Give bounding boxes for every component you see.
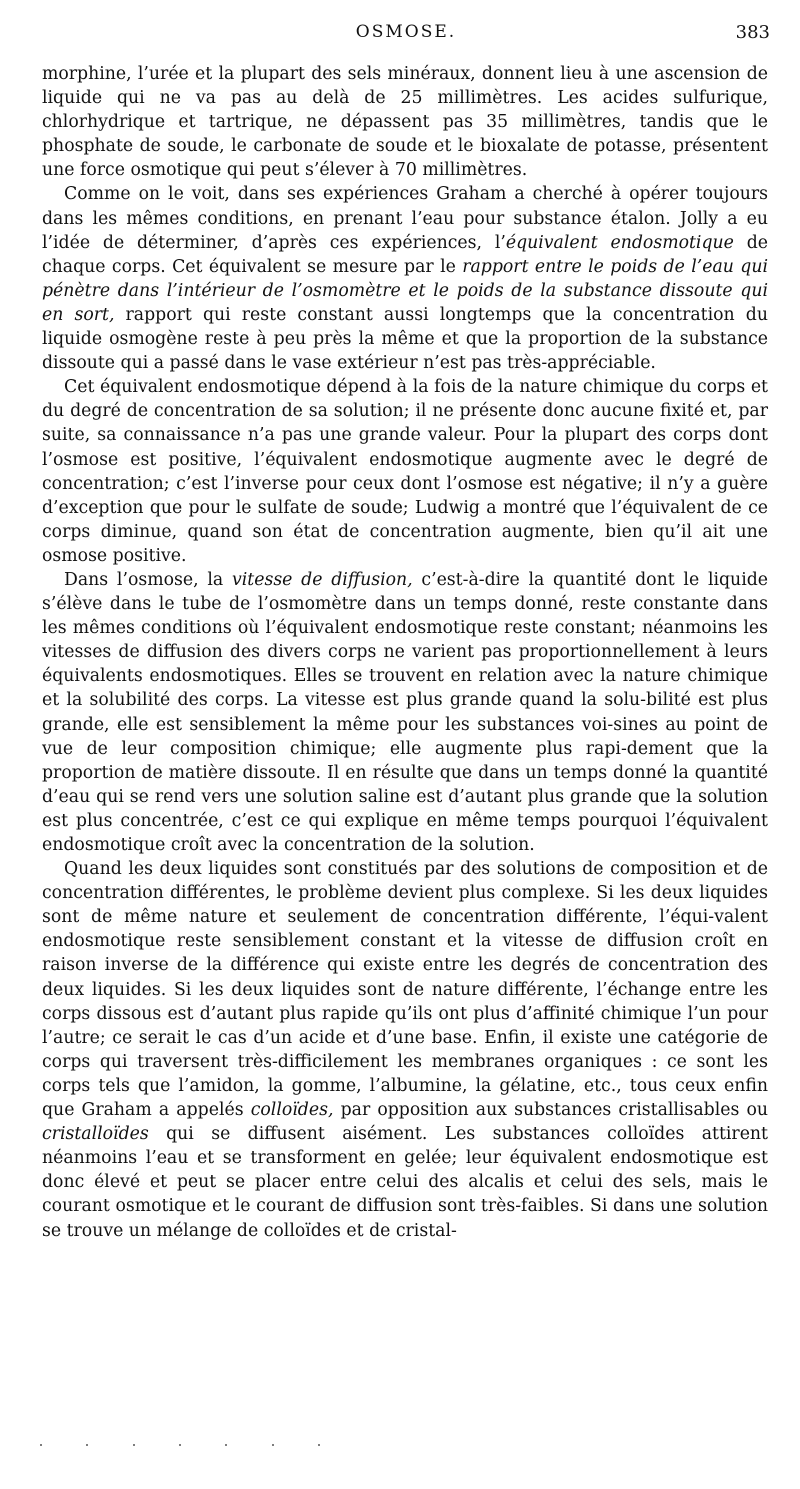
italic-text: cristalloïdes [42, 1124, 149, 1145]
running-head [42, 22, 770, 50]
speck [86, 1444, 88, 1446]
text-run: de chaque corps. Cet équivalent se mesure par le [42, 232, 768, 277]
italic-text: équivalent endosmotique [505, 232, 734, 253]
page-number: 383 [735, 22, 770, 43]
speck [133, 1444, 135, 1446]
italic-text: vitesse de diffusion, [231, 569, 413, 590]
speck [225, 1444, 227, 1446]
speck [40, 1444, 42, 1446]
text-run: Cet équivalent endosmotique dépend à la fois de la nature chimique du corps et du degré de concentration de sa solution; il ne présente donc aucune fixité et, par suite, sa connaissance n’a pas une grande valeur. Pour la plupart des corps dont l’osmose est positive, l’équivalent endosmotique augmente avec le degré de concentration; c’est l’inverse pour ceux dont l’osmose est négative; il n’y a guère d’exception que pour le sulfate de soude; Ludwig a montré que l’équivalent de ce corps diminue, quand son état de concentration augmente, bien qu’il ait une osmose positive. [42, 377, 768, 566]
paragraph [42, 568, 768, 857]
paragraph [42, 62, 768, 182]
text-run: par opposition aux substances cristallisables ou [333, 1100, 769, 1121]
page-title: OSMOSE. [355, 22, 457, 42]
speck [318, 1444, 320, 1446]
text-run: morphine, l’urée et la plupart des sels minéraux, donnent lieu à une ascension de liquide qui ne va pas au delà de 25 millimètres. Les acides sulfurique, chlorhydrique et tartrique, ne dépassent pas 35 millimètres, tandis que le phosphate de soude, le carbonate de soude et le bioxalate de potasse, présentent une force osmotique qui peut s’élever à 70 millimètres. [42, 64, 768, 181]
print-specks [40, 1444, 320, 1454]
text-run: c’est-à-dire la quantité dont le liquide s’élève dans le tube de l’osmomètre dans un temps donné, reste constante dans les mêmes conditions où l’équivalent endosmotique reste constant; néanmoins les vitesses de diffusion des divers corps ne varient pas proportionnellement à leurs équivalents endosmotiques. Elles se trouvent en relation avec la nature chimique et la solubilité des corps. La vitesse est plus grande quand la solu-bilité est plus grande, elle est sensiblement la même pour les substances voi-sines au point de vue de leur composition chimique; elle augmente plus rapi-dement que la proportion de matière dissoute. Il en résulte que dans un temps donné la quantité d’eau qui se rend vers une solution saline est d’autant plus grande que la solution est plus concentrée, c’est ce qui explique en même temps pourquoi l’équivalent endosmotique croît avec la concentration de la solution. [42, 569, 769, 855]
italic-text: colloïdes, [250, 1100, 334, 1121]
paragraph [42, 857, 768, 1243]
paragraph [42, 375, 768, 568]
text-run: rapport qui reste constant aussi longtemps que la concentration du liquide osmogène reste à peu près la même et que la proportion de la substance dissoute qui a passé dans le vase extérieur n’est pas très-appréciable. [42, 304, 768, 374]
speck [272, 1444, 274, 1446]
text-run: qui se diffusent aisément. Les substances colloïdes attirent néanmoins l’eau et se transforment en gelée; leur équivalent endosmotique est donc élevé et peut se placer entre celui des alcalis et celui des sels, mais le courant osmotique et le courant de diffusion sont très-faibles. Si dans une solution se trouve un mélange de colloïdes et de cristal- [42, 1124, 768, 1241]
speck [179, 1444, 181, 1446]
text-run: Quand les deux liquides sont constitués par des solutions de composition et de concentration différentes, le problème devient plus complexe. Si les deux liquides sont de même nature et seulement de concentration différente, l’équi-valent endosmotique reste sensiblement constant et la vitesse de diffusion croît en raison inverse de la différence qui existe entre les degrés de concentration des deux liquides. Si les deux liquides sont de nature différente, l’échange entre les corps dissous est d’autant plus rapide qu’ils ont plus d’affinité chimique l’un pour l’autre; ce serait le cas d’un acide et d’une base. Enfin, il existe une catégorie de corps qui traversent très-difficilement les membranes organiques : ce sont les corps tels que l’amidon, la gomme, l’albumine, la gélatine, etc., tous ceux enfin que Graham a appelés [42, 859, 768, 1121]
italic-text: rapport entre le poids de l’eau qui pénètre dans l’intérieur de l’osmomètre et le poids de la substance dissoute qui en sort, [42, 256, 768, 325]
text-run: Comme on le voit, dans ses expériences Graham a cherché à opérer toujours dans les mêmes conditions, en prenant l’eau pour substance étalon. Jolly a eu l’idée de déterminer, d’après ces expériences, l’ [42, 184, 768, 253]
text-run: Dans l’osmose, la [64, 569, 232, 590]
paragraph [42, 182, 768, 375]
body-text [42, 62, 768, 1243]
